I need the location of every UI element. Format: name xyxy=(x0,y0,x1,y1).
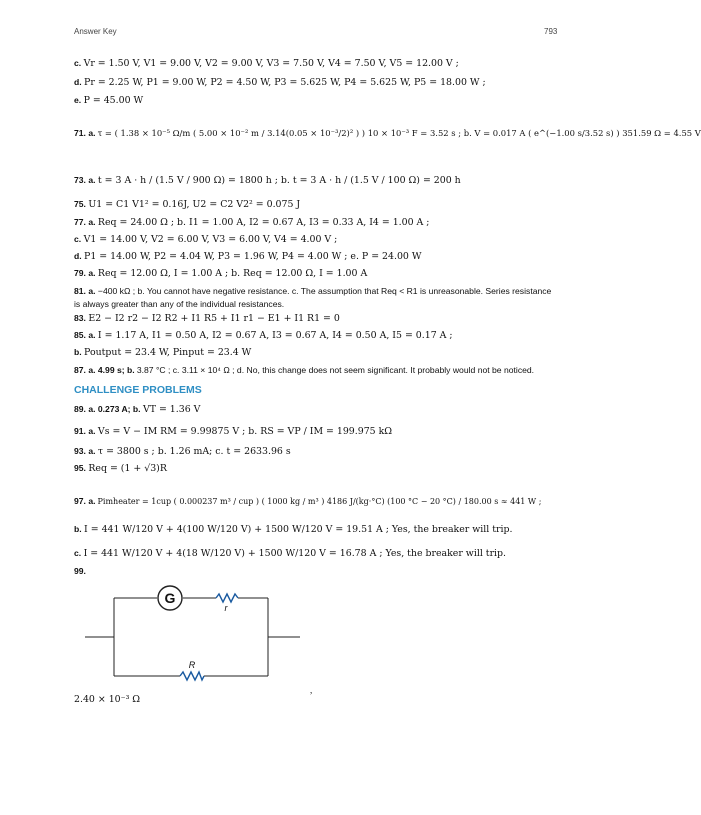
answer-line-99-result: 2.40 × 10⁻³ Ω xyxy=(74,694,141,705)
answer-line: c. I = 441 W/120 V + 4(18 W/120 V) + 1500 W/120 V = 16.78 A ; Yes, the breaker will trip. xyxy=(74,548,507,559)
answer-line-79: 79. a. Req = 12.00 Ω, I = 1.00 A ; b. Req = 12.00 Ω, I = 1.00 A xyxy=(74,268,368,279)
resistor-r-symbol xyxy=(216,594,238,602)
answer-line: d. Pr = 2.25 W, P1 = 9.00 W, P2 = 4.50 W, P3 = 5.625 W, P4 = 5.625 W, P5 = 18.00 W ; xyxy=(74,77,486,88)
answer-line-73: 73. a. t = 3 A · h / (1.5 V / 900 Ω) = 1800 h ; b. t = 3 A · h / (1.5 V / 100 Ω) = 200 h xyxy=(74,175,461,186)
page-number: 793 xyxy=(544,27,558,36)
answer-line-83: 83. E2 − I2 r2 − I2 R2 + I1 R5 + I1 r1 − E1 + I1 R1 = 0 xyxy=(74,313,340,324)
resistor-R-symbol xyxy=(180,672,204,680)
answer-line-89: 89. a. 0.273 A; b. VT = 1.36 V xyxy=(74,404,201,415)
resistor-R-label: R xyxy=(188,660,196,670)
page-header-title: Answer Key xyxy=(74,27,117,36)
answer-line: b. I = 441 W/120 V + 4(100 W/120 V) + 1500 W/120 V = 19.51 A ; Yes, the breaker will trip. xyxy=(74,524,513,535)
galvanometer-label: G xyxy=(164,590,176,606)
answer-line: e. P = 45.00 W xyxy=(74,95,144,106)
answer-line: c. V1 = 14.00 V, V2 = 6.00 V, V3 = 6.00 V, V4 = 4.00 V ; xyxy=(74,234,338,245)
section-heading: CHALLENGE PROBLEMS xyxy=(74,384,202,396)
answer-line-93: 93. a. τ = 3800 s ; b. 1.26 mA; c. t = 2633.96 s xyxy=(74,446,291,457)
circuit-diagram xyxy=(80,582,305,682)
answer-line-85: 85. a. I = 1.17 A, I1 = 0.50 A, I2 = 0.67 A, I3 = 0.67 A, I4 = 0.50 A, I5 = 0.17 A ; xyxy=(74,330,453,341)
answer-line-81: 81. a. −400 kΩ ; b. You cannot have negative resistance. c. The assumption that Req < R1 is unreasonable. Series resistance is always greater than any of the individual resistances. xyxy=(74,286,552,309)
answer-line: d. P1 = 14.00 W, P2 = 4.04 W, P3 = 1.96 W, P4 = 4.00 W ; e. P = 24.00 W xyxy=(74,251,422,262)
answer-line-77: 77. a. Req = 24.00 Ω ; b. I1 = 1.00 A, I2 = 0.67 A, I3 = 0.33 A, I4 = 1.00 A ; xyxy=(74,217,430,228)
trailing-mark: , xyxy=(310,685,313,695)
answer-line-87: 87. a. 4.99 s; b. 3.87 °C ; c. 3.11 × 10⁴ Ω ; d. No, this change does not seem significant. It probably would not be noticed. xyxy=(74,365,535,375)
answer-line-91: 91. a. Vs = V − IM RM = 9.99875 V ; b. RS = VP / IM = 199.975 kΩ xyxy=(74,426,393,437)
answer-line-95: 95. Req = (1 + √3)R xyxy=(74,463,167,474)
answer-line: b. Poutput = 23.4 W, Pinput = 23.4 W xyxy=(74,347,252,358)
answer-line: c. Vr = 1.50 V, V1 = 9.00 V, V2 = 9.00 V, V3 = 7.50 V, V4 = 7.50 V, V5 = 12.00 V ; xyxy=(74,58,459,69)
answer-line-99: 99. xyxy=(74,566,86,576)
answer-line-97: 97. a. Pimheater = 1cup ( 0.000237 m³ / cup ) ( 1000 kg / m³ ) 4186 J/(kg·°C) (100 °C − 20 °C) / 180.00 s ≈ 441 W ; xyxy=(74,496,542,506)
answer-line-71: 71. a. τ = ( 1.38 × 10⁻⁵ Ω/m ( 5.00 × 10⁻² m / 3.14(0.05 × 10⁻³/2)² ) ) 10 × 10⁻³ F = 3.52 s ; b. V = 0.017 A ( e^(−1.00 s/3.52 s) ) 351.59 Ω = 4.55 V xyxy=(74,128,701,138)
answer-line-75: 75. U1 = C1 V1² = 0.16J, U2 = C2 V2² = 0.075 J xyxy=(74,199,301,210)
resistor-r-label: r xyxy=(224,603,228,613)
